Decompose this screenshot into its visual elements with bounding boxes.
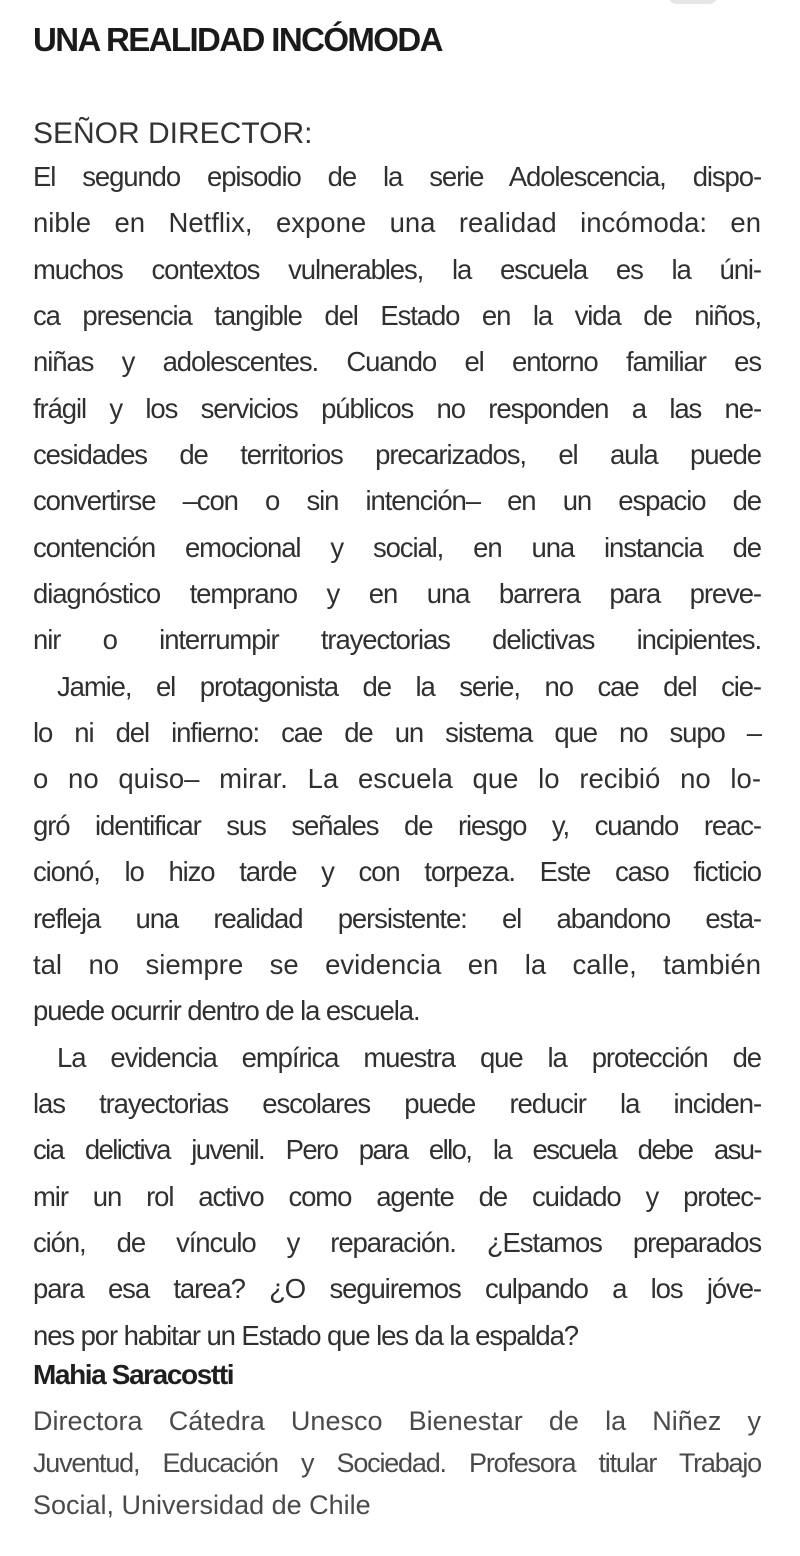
body-line: nes por habitar un Estado que les da la espalda? — [33, 1319, 578, 1351]
body-line: tal no siempre se evidencia en la calle, también — [33, 948, 761, 980]
signature-title-line: Social, Universidad de Chile — [33, 1490, 371, 1520]
body-line: o no quiso– mirar. La escuela que lo recibió no lo- — [33, 763, 761, 795]
body-line: cesidades de territorios precarizados, el aula puede — [33, 439, 761, 471]
body-line: cionó, lo hizo tarde y con torpeza. Este caso ficticio — [33, 856, 761, 888]
body-line: refleja una realidad persistente: el abandono esta- — [33, 902, 761, 934]
body-line: lo ni del infierno: cae de un sistema que no supo – — [33, 717, 761, 749]
body-line: contención emocional y social, en una instancia de — [33, 531, 761, 563]
body-line: niñas y adolescentes. Cuando el entorno familiar es — [33, 346, 761, 378]
body-line: El segundo episodio de la serie Adolescencia, dispo- — [33, 161, 761, 192]
body-line: La evidencia empírica muestra que la protección de — [57, 1041, 761, 1073]
body-line: cia delictiva juvenil. Pero para ello, la escuela debe asu- — [33, 1134, 761, 1166]
headline: UNA REALIDAD INCÓMODA — [33, 21, 442, 58]
body-line: nible en Netflix, expone una realidad incómoda: en — [33, 207, 761, 239]
letter-body — [33, 154, 761, 1359]
body-line: diagnóstico temprano y en una barrera para preve- — [33, 578, 761, 610]
signature-title — [33, 1400, 761, 1526]
body-line: gró identificar sus señales de riesgo y, cuando reac- — [33, 809, 761, 841]
body-line: para esa tarea? ¿O seguiremos culpando a los jóve- — [33, 1273, 761, 1305]
body-line: las trayectorias escolares puede reducir la inciden- — [33, 1087, 761, 1119]
body-line: mir un rol activo como agente de cuidado y protec- — [33, 1180, 761, 1212]
body-line: convertirse –con o sin intención– en un espacio de — [33, 485, 761, 517]
body-line: ca presencia tangible del Estado en la vida de niños, — [33, 300, 761, 332]
body-line: Jamie, el protagonista de la serie, no cae del cie- — [57, 670, 761, 702]
body-line: puede ocurrir dentro de la escuela. — [33, 995, 420, 1027]
body-line: muchos contextos vulnerables, la escuela es la úni- — [33, 253, 761, 285]
signature-title-line: Directora Cátedra Unesco Bienestar de la Niñez y — [33, 1406, 761, 1436]
page-corner-tab — [668, 0, 718, 4]
body-line: nir o interrumpir trayectorias delictivas incipientes. — [33, 624, 761, 656]
signature-name: Mahia Saracostti — [33, 1359, 234, 1390]
body-line: frágil y los servicios públicos no responden a las ne- — [33, 392, 761, 424]
salutation: SEÑOR DIRECTOR: — [33, 117, 313, 150]
signature-title-line: Juventud, Educación y Sociedad. Profesora titular Trabajo — [33, 1448, 761, 1478]
body-line: ción, de vínculo y reparación. ¿Estamos preparados — [33, 1226, 761, 1258]
